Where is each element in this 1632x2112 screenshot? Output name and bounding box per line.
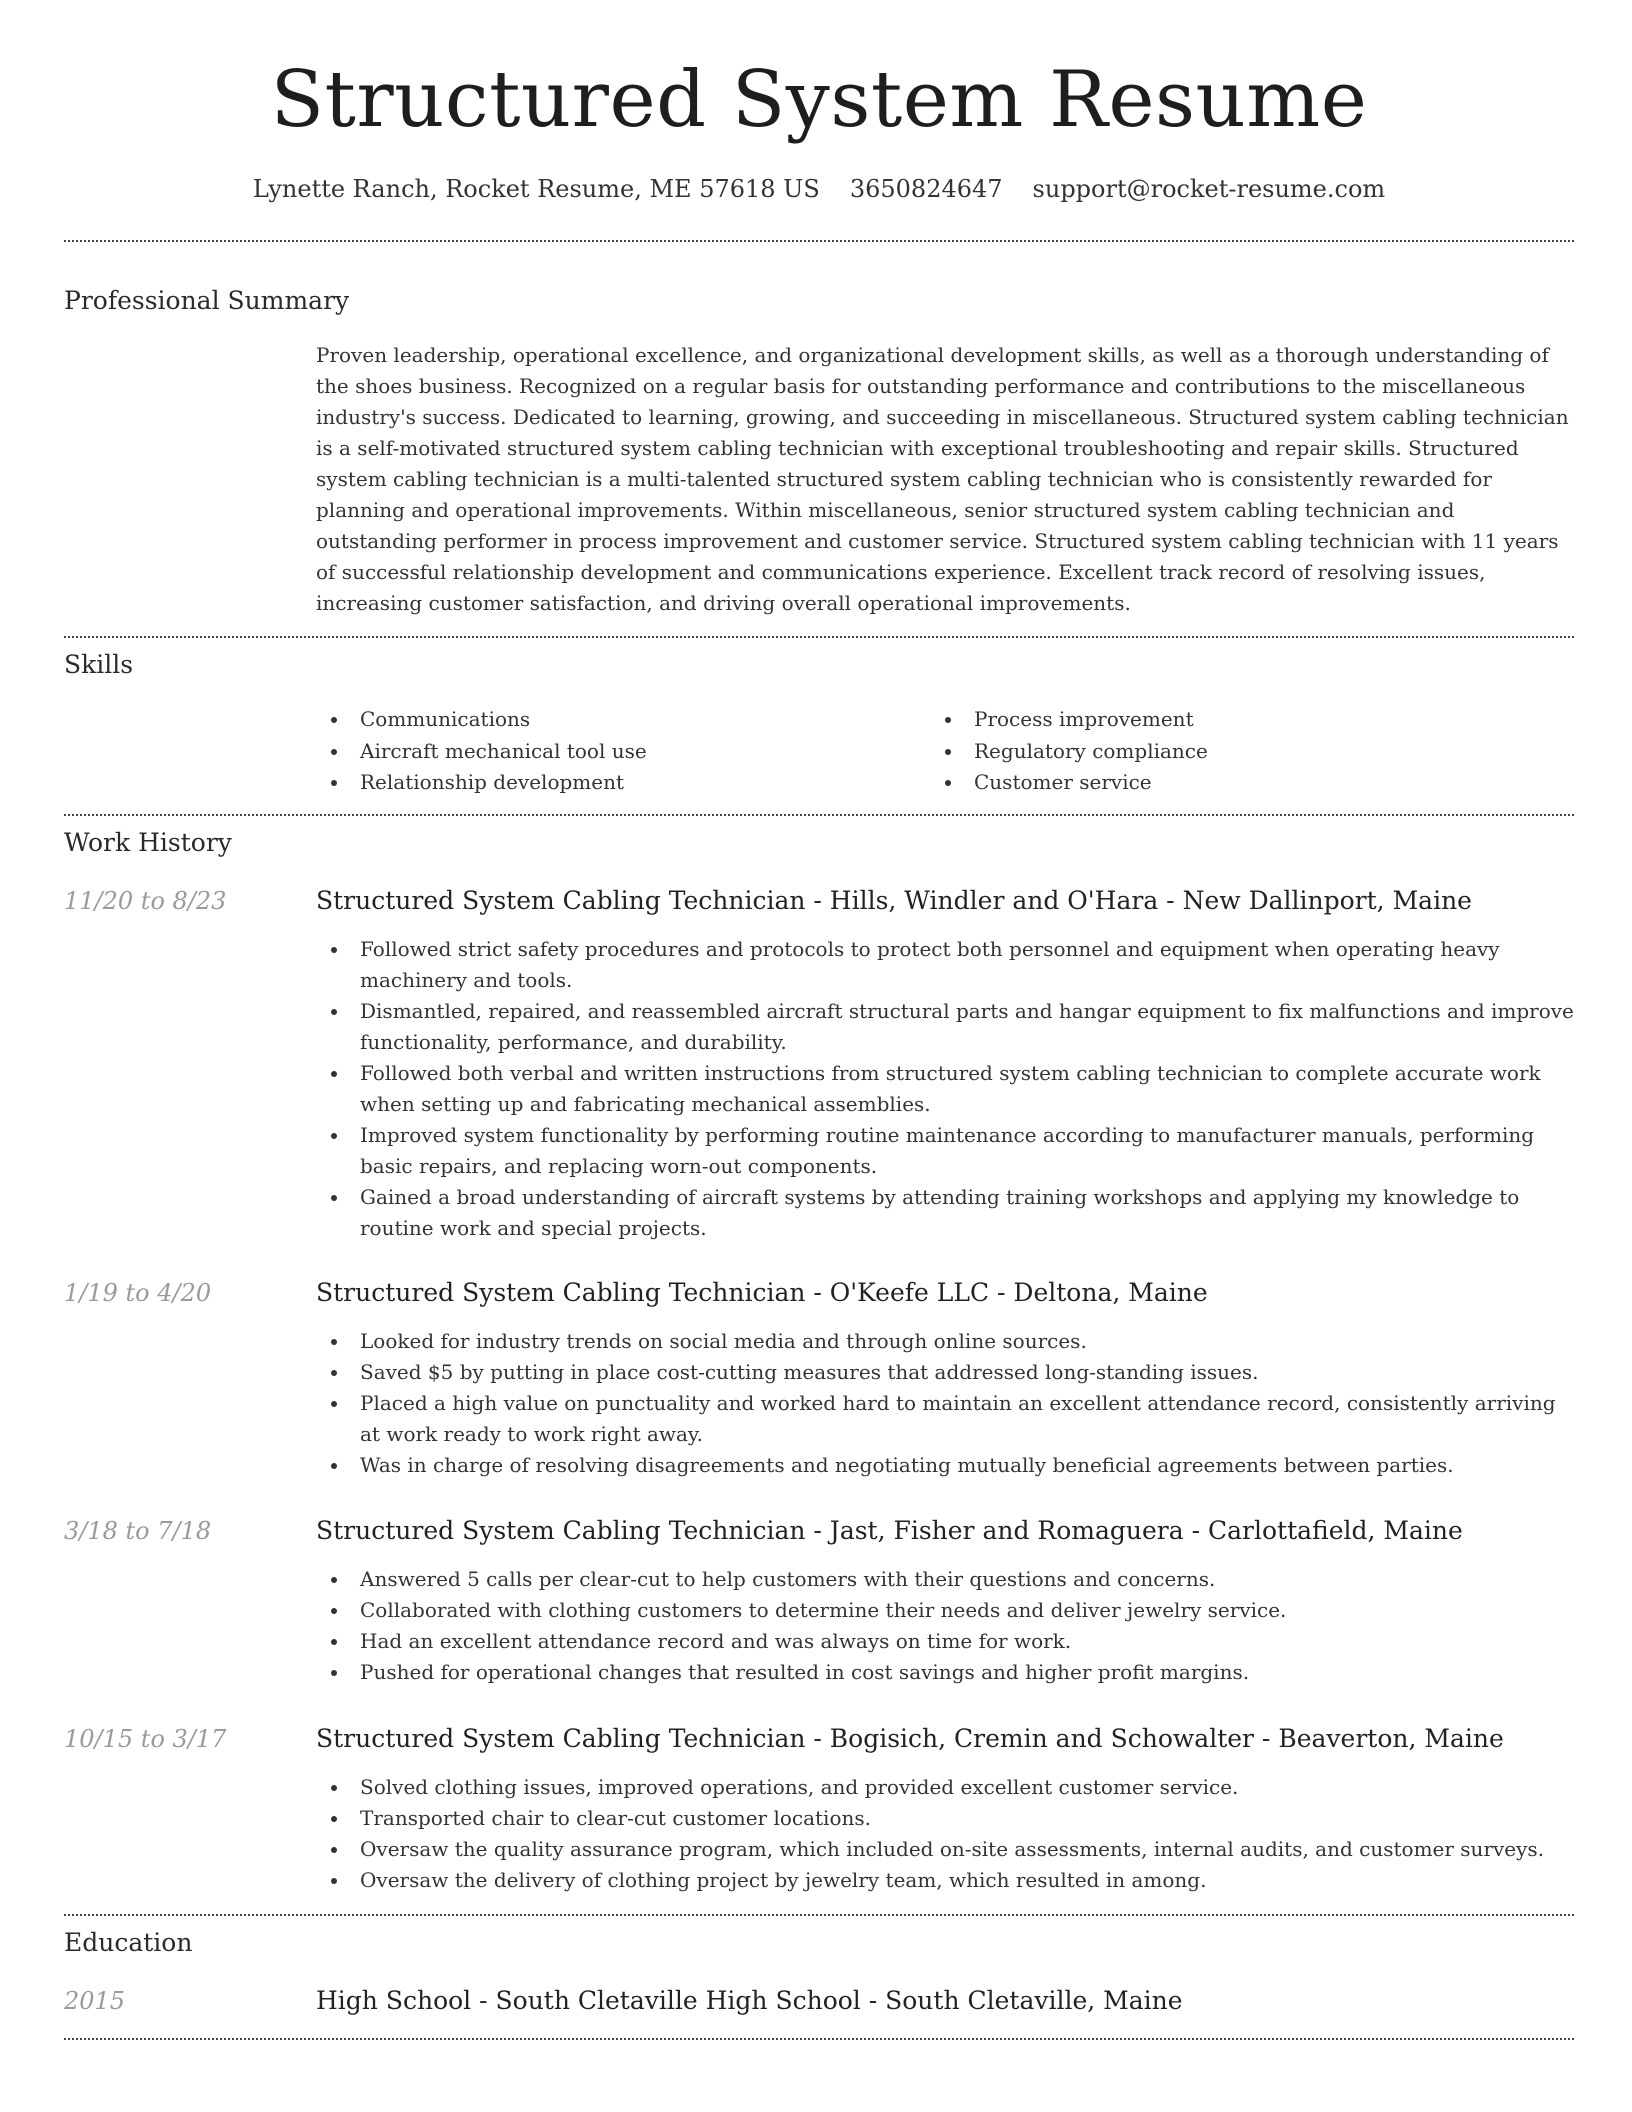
job-title: Structured System Cabling Technician - O'Keefe LLC - Deltona, Maine bbox=[316, 1278, 1208, 1307]
summary-text: Proven leadership, operational excellence, and organizational development skills, as well as a thorough understanding of the shoes business. Recognized on a regular basis for outstanding performance and contributions to the miscellaneous industry's success. Dedicated to learning, growing, and succeeding in miscellaneous. Structured system cabling technician is a self-motivated structured system cabling technician with exceptional troubleshooting and repair skills. Structured system cabling technician is a multi-talented structured system cabling technician who is consistently rewarded for planning and operational improvements. Within miscellaneous, senior structured system cabling technician and outstanding performer in process improvement and customer service. Structured system cabling technician with 11 years of successful relationship development and communications experience. Excellent track record of resolving issues, increasing customer satisfaction, and driving overall operational improvements. bbox=[316, 343, 1569, 615]
divider bbox=[64, 1914, 1574, 1916]
resume-name: Structured System Resume bbox=[270, 55, 1368, 145]
divider bbox=[64, 240, 1574, 242]
job-bullet: Looked for industry trends on social media and through online sources. bbox=[316, 1326, 1574, 1357]
job-bullet: Followed both verbal and written instructions from structured system cabling technician to complete accurate work when setting up and fabricating mechanical assemblies. bbox=[316, 1058, 1574, 1120]
job-title: Structured System Cabling Technician - Bogisich, Cremin and Schowalter - Beaverton, Maine bbox=[316, 1724, 1504, 1753]
section-title-work: Work History bbox=[64, 828, 232, 857]
skill-item: Relationship development bbox=[316, 767, 916, 799]
job-dates: 3/18 to 7/18 bbox=[64, 1517, 212, 1545]
job-bullet: Transported chair to clear-cut customer locations. bbox=[316, 1803, 1574, 1834]
section-title-education: Education bbox=[64, 1928, 193, 1957]
job-bullet: Solved clothing issues, improved operations, and provided excellent customer service. bbox=[316, 1772, 1574, 1803]
job-bullet: Saved $5 by putting in place cost-cutting measures that addressed long-standing issues. bbox=[316, 1357, 1574, 1388]
skill-item: Customer service bbox=[930, 767, 1530, 799]
job-bullet: Answered 5 calls per clear-cut to help customers with their questions and concerns. bbox=[316, 1564, 1574, 1595]
skills-list-right bbox=[930, 704, 1530, 799]
skills-list-left bbox=[316, 704, 916, 799]
job-bullets bbox=[316, 1564, 1574, 1688]
contact-address: Lynette Ranch, Rocket Resume, ME 57618 US bbox=[252, 175, 820, 203]
job-bullet: Improved system functionality by performing routine maintenance according to manufacturer manuals, performing basic repairs, and replacing worn-out components. bbox=[316, 1120, 1574, 1182]
job-bullet: Pushed for operational changes that resulted in cost savings and higher profit margins. bbox=[316, 1657, 1574, 1688]
job-bullet: Oversaw the quality assurance program, which included on-site assessments, internal audits, and customer surveys. bbox=[316, 1834, 1574, 1865]
skill-item: Regulatory compliance bbox=[930, 736, 1530, 768]
education-entry: High School - South Cletaville High School - South Cletaville, Maine bbox=[316, 1986, 1183, 2015]
job-bullet: Followed strict safety procedures and protocols to protect both personnel and equipment when operating heavy machinery and tools. bbox=[316, 934, 1574, 996]
skill-item: Process improvement bbox=[930, 704, 1530, 736]
job-bullet: Was in charge of resolving disagreements and negotiating mutually beneficial agreements between parties. bbox=[316, 1450, 1574, 1481]
job-bullet: Oversaw the delivery of clothing project by jewelry team, which resulted in among. bbox=[316, 1865, 1574, 1896]
job-bullet: Collaborated with clothing customers to determine their needs and deliver jewelry service. bbox=[316, 1595, 1574, 1626]
divider bbox=[64, 2038, 1574, 2040]
job-bullets bbox=[316, 934, 1574, 1244]
contact-email[interactable]: support@rocket-resume.com bbox=[1032, 175, 1386, 203]
skill-item: Aircraft mechanical tool use bbox=[316, 736, 916, 768]
job-dates: 1/19 to 4/20 bbox=[64, 1279, 212, 1307]
job-bullets bbox=[316, 1326, 1574, 1481]
job-bullet: Placed a high value on punctuality and worked hard to maintain an excellent attendance record, consistently arriving at work ready to work right away. bbox=[316, 1388, 1574, 1450]
job-dates: 11/20 to 8/23 bbox=[64, 887, 227, 915]
contact-phone: 3650824647 bbox=[849, 175, 1003, 203]
job-dates: 10/15 to 3/17 bbox=[64, 1725, 227, 1753]
job-bullet: Had an excellent attendance record and was always on time for work. bbox=[316, 1626, 1574, 1657]
divider bbox=[64, 814, 1574, 816]
skill-item: Communications bbox=[316, 704, 916, 736]
job-bullet: Dismantled, repaired, and reassembled aircraft structural parts and hangar equipment to fix malfunctions and improve functionality, performance, and durability. bbox=[316, 996, 1574, 1058]
job-bullets bbox=[316, 1772, 1574, 1896]
education-year: 2015 bbox=[64, 1987, 126, 2015]
section-title-skills: Skills bbox=[64, 650, 134, 679]
divider bbox=[64, 636, 1574, 638]
contact-line bbox=[64, 172, 1574, 206]
job-title: Structured System Cabling Technician - Hills, Windler and O'Hara - New Dallinport, Maine bbox=[316, 886, 1472, 915]
job-bullet: Gained a broad understanding of aircraft systems by attending training workshops and applying my knowledge to routine work and special projects. bbox=[316, 1182, 1574, 1244]
job-title: Structured System Cabling Technician - Jast, Fisher and Romaguera - Carlottafield, Maine bbox=[316, 1516, 1463, 1545]
section-title-summary: Professional Summary bbox=[64, 286, 350, 315]
